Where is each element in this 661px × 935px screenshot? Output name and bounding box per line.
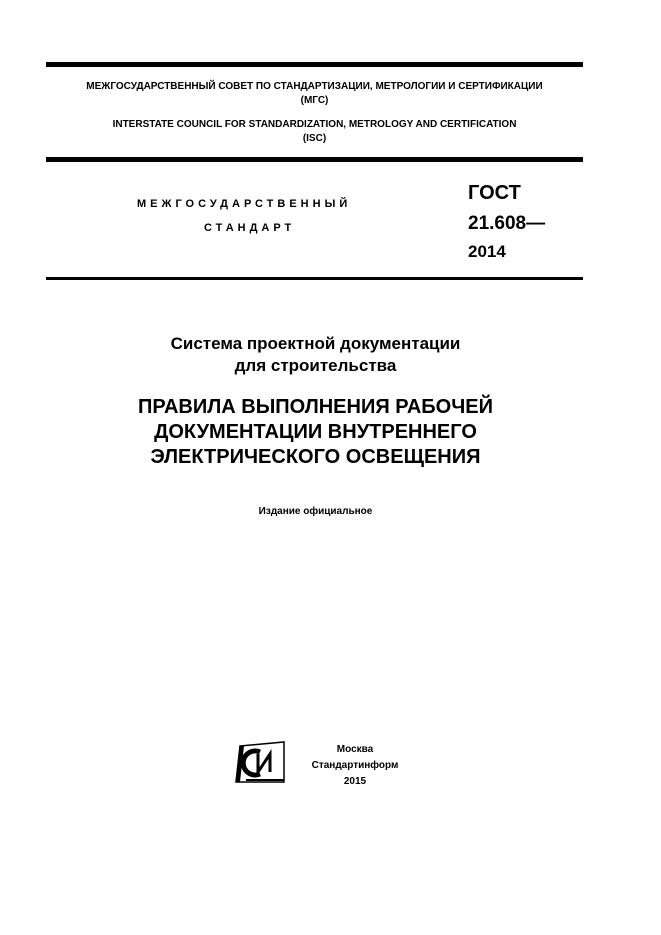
document-subtitle [0,333,631,377]
gost-number: 21.608— [468,213,546,234]
publisher-year: 2015 [343,776,367,787]
edition-label: Издание официальное [258,506,373,517]
publisher-block [300,742,410,790]
top-rule [46,62,583,67]
publisher-name: Стандартинформ [311,760,399,771]
title-line1: ПРАВИЛА ВЫПОЛНЕНИЯ РАБОЧЕЙ [138,396,493,418]
publisher-city: Москва [336,744,374,755]
standard-type-line1: МЕЖГОСУДАРСТВЕННЫЙ [137,198,352,210]
council-en-name: INTERSTATE COUNCIL FOR STANDARDIZATION, METROLOGY AND CERTIFICATION [112,119,517,130]
gost-label: ГОСТ [468,182,521,204]
standard-type-line2: СТАНДАРТ [204,222,296,234]
council-ru-name: МЕЖГОСУДАРСТВЕННЫЙ СОВЕТ ПО СТАНДАРТИЗАЦИИ, МЕТРОЛОГИИ И СЕРТИФИКАЦИИ [86,81,543,92]
council-en [46,118,583,146]
council-ru [46,80,583,108]
title-line3: ЭЛЕКТРИЧЕСКОГО ОСВЕЩЕНИЯ [150,446,481,468]
middle-rule [46,157,583,162]
standartinform-logo-icon [234,740,288,784]
subtitle-line1: Система проектной документации [170,334,461,353]
document-title [0,395,631,470]
council-en-abbr: (ISC) [302,133,327,144]
subtitle-line2: для строительства [234,356,397,375]
title-line2: ДОКУМЕНТАЦИИ ВНУТРЕННЕГО [154,421,477,443]
lower-rule [46,277,583,280]
council-ru-abbr: (МГС) [300,95,329,106]
gost-year: 2014 [468,242,506,261]
